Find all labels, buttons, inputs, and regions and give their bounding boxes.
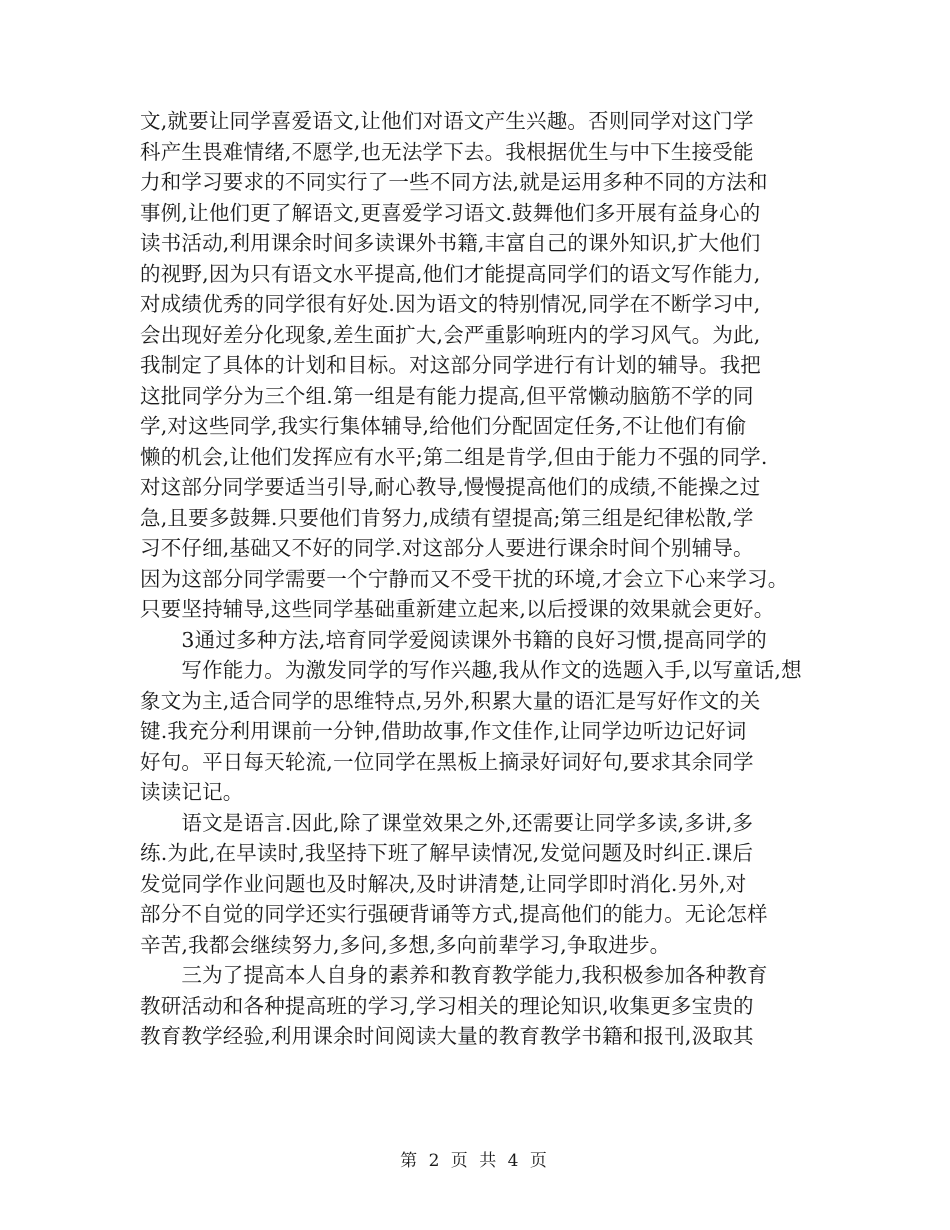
text-line: 象文为主,适合同学的思维特点,另外,积累大量的语汇是写好作文的关 — [140, 688, 761, 713]
text-line: 科产生畏难情绪,不愿学,也无法学下去。我根据优生与中下生接受能 — [140, 139, 754, 164]
text-line: 练.为此,在早读时,我坚持下班了解早读情况,发觉问题及时纠正.课后 — [140, 841, 754, 865]
text-line: 辛苦,我都会继续努力,多问,多想,多向前辈学习,争取进步。 — [140, 932, 671, 957]
page-footer: 第 2 页 共 4 页 — [400, 1151, 550, 1171]
text-line: 对这部分同学要适当引导,耐心教导,慢慢提高他们的成绩,不能操之过 — [140, 475, 761, 499]
text-line: 会出现好差分化现象,差生面扩大,会严重影响班内的学习风气。为此, — [140, 322, 761, 347]
text-line: 只要坚持辅导,这些同学基础重新建立起来,以后授课的效果就会更好。 — [140, 597, 775, 621]
text-line: 对成绩优秀的同学很有好处.因为语文的特别情况,同学在不断学习中, — [140, 292, 761, 316]
body-text — [140, 106, 820, 1052]
text-line: 3通过多种方法,培育同学爱阅读课外书籍的良好习惯,提高同学的 — [140, 627, 767, 652]
text-line: 学,对这些同学,我实行集体辅导,给他们分配固定任务,不让他们有偷 — [140, 414, 747, 438]
text-line: 写作能力。为激发同学的写作兴趣,我从作文的选题入手,以写童话,想 — [140, 658, 802, 682]
text-line: 急,且要多鼓舞.只要他们肯努力,成绩有望提高;第三组是纪律松散,学 — [140, 505, 754, 530]
text-line: 语文是语言.因此,除了课堂效果之外,还需要让同学多读,多讲,多 — [140, 810, 754, 835]
text-line: 好句。平日每天轮流,一位同学在黑板上摘录好词好句,要求其余同学 — [140, 749, 754, 774]
text-line: 教研活动和各种提高班的学习,学习相关的理论知识,收集更多宝贵的 — [140, 993, 754, 1018]
text-line: 读读记记。 — [140, 780, 244, 804]
text-line: 力和学习要求的不同实行了一些不同方法,就是运用多种不同的方法和 — [140, 170, 768, 194]
text-line: 部分不自觉的同学还实行强硬背诵等方式,提高他们的能力。无论怎样 — [140, 902, 768, 926]
text-line: 事例,让他们更了解语文,更喜爱学习语文.鼓舞他们多开展有益身心的 — [140, 200, 761, 225]
text-line: 的视野,因为只有语文水平提高,他们才能提高同学们的语文写作能力, — [140, 261, 761, 286]
text-line: 因为这部分同学需要一个宁静而又不受干扰的环境,才会立下心来学习。 — [140, 566, 789, 591]
text-line: 文,就要让同学喜爱语文,让他们对语文产生兴趣。否则同学对这门学 — [140, 109, 754, 133]
text-line: 键.我充分利用课前一分钟,借助故事,作文佳作,让同学边听边记好词 — [140, 719, 747, 743]
text-line: 三为了提高本人自身的素养和教育教学能力,我积极参加各种教育 — [140, 963, 768, 987]
text-line: 发觉同学作业问题也及时解决,及时讲清楚,让同学即时消化.另外,对 — [140, 871, 747, 896]
text-line: 习不仔细,基础又不好的同学.对这部分人要进行课余时间个别辅导。 — [140, 536, 754, 560]
text-line: 教育教学经验,利用课余时间阅读大量的教育教学书籍和报刊,汲取其 — [140, 1024, 754, 1048]
text-line: 读书活动,利用课余时间多读课外书籍,丰富自己的课外知识,扩大他们 — [140, 231, 761, 255]
text-line: 懒的机会,让他们发挥应有水平;第二组是肯学,但由于能力不强的同学. — [140, 444, 768, 469]
text-line: 我制定了具体的计划和目标。对这部分同学进行有计划的辅导。我把 — [140, 353, 761, 377]
text-line: 这批同学分为三个组.第一组是有能力提高,但平常懒动脑筋不学的同 — [140, 383, 754, 408]
